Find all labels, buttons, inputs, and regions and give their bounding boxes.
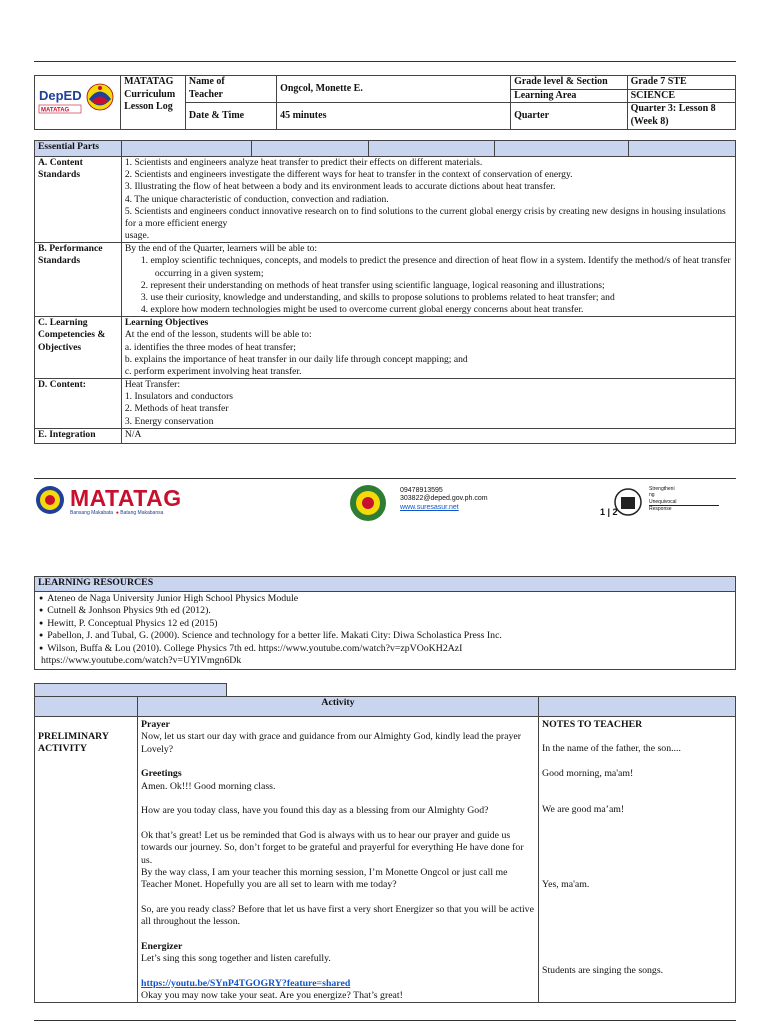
resource-extra-link: https://www.youtube.com/watch?v=UYlVmgn6Dk — [41, 655, 242, 667]
energizer-link[interactable]: https://youtu.be/SYnP4TGOGRY?feature=shared — [141, 977, 351, 989]
deped-logo — [37, 78, 117, 120]
how-are-you-text: How are you today class, have you found this day as a blessing from our Almighty God? — [141, 805, 489, 817]
bottom-rule — [34, 1020, 736, 1021]
resources-title: LEARNING RESOURCES — [35, 577, 736, 592]
contact-website[interactable]: www.suresasur.net — [400, 503, 459, 511]
content-row — [35, 379, 736, 429]
prayer-text: Now, let us start our day with grace and guidance from our Almighty God, kindly lead the prayer Lovely? — [141, 731, 521, 755]
student-response: We are good ma’am! — [542, 804, 625, 816]
content-label: D. Content: — [35, 379, 122, 429]
closing-text: Okay you may now take your seat. Are you energize? That’s great! — [141, 990, 403, 1001]
activity-header: Activity — [138, 697, 539, 717]
name-label: Name of Teacher — [185, 76, 276, 103]
energizer-heading: Energizer — [141, 940, 183, 952]
matatag-brand: MATATAG — [70, 485, 182, 511]
name-value: Ongcol, Monette E. — [277, 76, 511, 103]
notes-column — [539, 717, 736, 1003]
student-response: Students are singing the songs. — [542, 965, 664, 977]
grade-value: Grade 7 STE — [627, 76, 735, 90]
area-value: SCIENCE — [627, 89, 735, 103]
greetings-heading: Greetings — [141, 768, 182, 780]
greetings-text: Amen. Ok!!! Good morning class. — [141, 780, 276, 792]
activity-tab-strip — [34, 683, 227, 697]
notes-heading: NOTES TO TEACHER — [542, 719, 643, 730]
date-label: Date & Time — [185, 103, 276, 129]
student-response: In the name of the father, the son.... — [542, 743, 681, 755]
competencies-text: Learning Objectives At the end of the lesson, students will be able to: a. identifies the three modes of heat transfer; b. explains the importance of heat transfer in our daily life through concept mapping; and c. perform experiment involving heat transfer. — [121, 317, 735, 379]
performance-standards-row — [35, 243, 736, 317]
resource-item: ● Wilson, Buffa & Lou (2010). College Physics 7th ed. https://www.youtube.com/watch?v=zpVOoKH2AzI — [39, 643, 731, 655]
integration-label: E. Integration — [35, 428, 122, 443]
contact-info — [400, 487, 488, 512]
contact-phone: 09478913595 — [400, 487, 443, 494]
grade-label: Grade level & Section — [511, 76, 627, 90]
page-footer — [34, 480, 736, 525]
deped-logo-text: DepED — [39, 88, 82, 103]
integration-value: N/A — [121, 428, 735, 443]
strengthening-seal-icon — [614, 488, 642, 516]
logo-cell — [35, 76, 121, 130]
resource-item: ● Ateneo de Naga University Junior High School Physics Module — [39, 593, 731, 605]
header-table — [34, 75, 736, 130]
resource-item: ● Hewitt, P. Conceptual Physics 12 ed (2015) — [39, 618, 731, 630]
content-standards-text: 1. Scientists and engineers analyze heat transfer to predict their effects on different materials. 2. Scientists and engineers investigate the different ways for heat to transfer in the context of conservation of energy. 3. Illustrating the flow of heat between a body and its environment leads to accurate dictions about heat transfer. 4. The unique characteristic of conduction, convection and radiation. 5. Scientists and engineers conduct innovative research on to find solutions to the current global energy crisis by creating new designs in housing insulations for a more efficient energy usage. — [121, 157, 735, 243]
contact-email: 303822@deped.gov.ph.com — [400, 495, 488, 503]
integration-row — [35, 428, 736, 443]
preliminary-activity-label: PRELIMINARY ACTIVITY — [35, 717, 138, 1003]
ready-text: So, are you ready class? Before that let us have first a very short Energizer so that you will be active all throughout the lesson. — [141, 903, 534, 928]
resources-list — [35, 592, 736, 670]
content-text: Heat Transfer: 1. Insulators and conductors 2. Methods of heat transfer 3. Energy conservation — [121, 379, 735, 429]
prayer-heading: Prayer — [141, 719, 170, 730]
competencies-row — [35, 317, 736, 379]
footer-top-rule — [34, 478, 736, 479]
quarter-value: Quarter 3: Lesson 8 (Week 8) — [627, 103, 735, 129]
performance-standards-text: By the end of the Quarter, learners will be able to: 1. employ scientific techniques, concepts, and models to predict the presence and direction of heat flow in a system. Identify the method/s of heat transfer occurring in a given system; 2. represent their understanding on methods of heat transfer using scientific language, logical reasoning and illustrations; 3. use their curiosity, knowledge and understanding, and skills to propose solutions to problems related to heat transfer; and 4. explore how modern technologies might be used to overcome current global energy concerns about heat transfer. — [121, 243, 735, 317]
page-number: 1 | 2 — [600, 507, 618, 517]
learning-resources-table — [34, 576, 736, 670]
matatag-small-text: MATATAG — [41, 107, 70, 114]
student-response: Yes, ma'am. — [542, 878, 590, 890]
top-rule — [34, 61, 736, 62]
activity-script — [138, 717, 539, 1003]
resource-item: ● Pabellon, J. and Tubal, G. (2000). Science and technology for a better life. Makati City: Diwa Scholastica Press Inc. — [39, 630, 731, 642]
reminder-text: Ok that’s great! Let us be reminded that God is always with us to hear our prayer and guide us towards our journey. So, don’t forget to be grateful and prayerful for everything He have done for us. — [141, 829, 524, 866]
performance-standards-label: B. Performance Standards — [35, 243, 122, 317]
matatag-tagline: Bansang Makabata ● Batang Makabansa — [70, 510, 164, 516]
deped-seal-icon — [34, 484, 66, 516]
quarter-label: Quarter — [511, 103, 627, 129]
date-value: 45 minutes — [277, 103, 511, 129]
intro-text: By the way class, I am your teacher this morning session, I’m Monette Ongcol or just call me Teacher Monet. Hopefully you are all set to learn with me today? — [141, 866, 508, 891]
doc-title: MATATAG Curriculum Lesson Log — [121, 76, 186, 130]
activity-table — [34, 696, 736, 1003]
area-label: Learning Area — [511, 89, 627, 103]
resource-item: ● Cutnell & Jonhson Physics 9th ed (2012). — [39, 605, 731, 617]
student-response: Good morning, ma'am! — [542, 767, 634, 779]
school-seal-icon — [349, 484, 387, 522]
content-standards-row — [35, 157, 736, 243]
strengthening-text: Strengtheni ng Unequivocal Response — [649, 486, 719, 512]
content-standards-label: A. Content Standards — [35, 157, 122, 243]
essential-title: Essential Parts — [35, 141, 122, 157]
competencies-label: C. Learning Competencies & Objectives — [35, 317, 122, 379]
essential-parts-table — [34, 140, 736, 444]
energizer-text: Let’s sing this song together and listen carefully. — [141, 953, 331, 965]
